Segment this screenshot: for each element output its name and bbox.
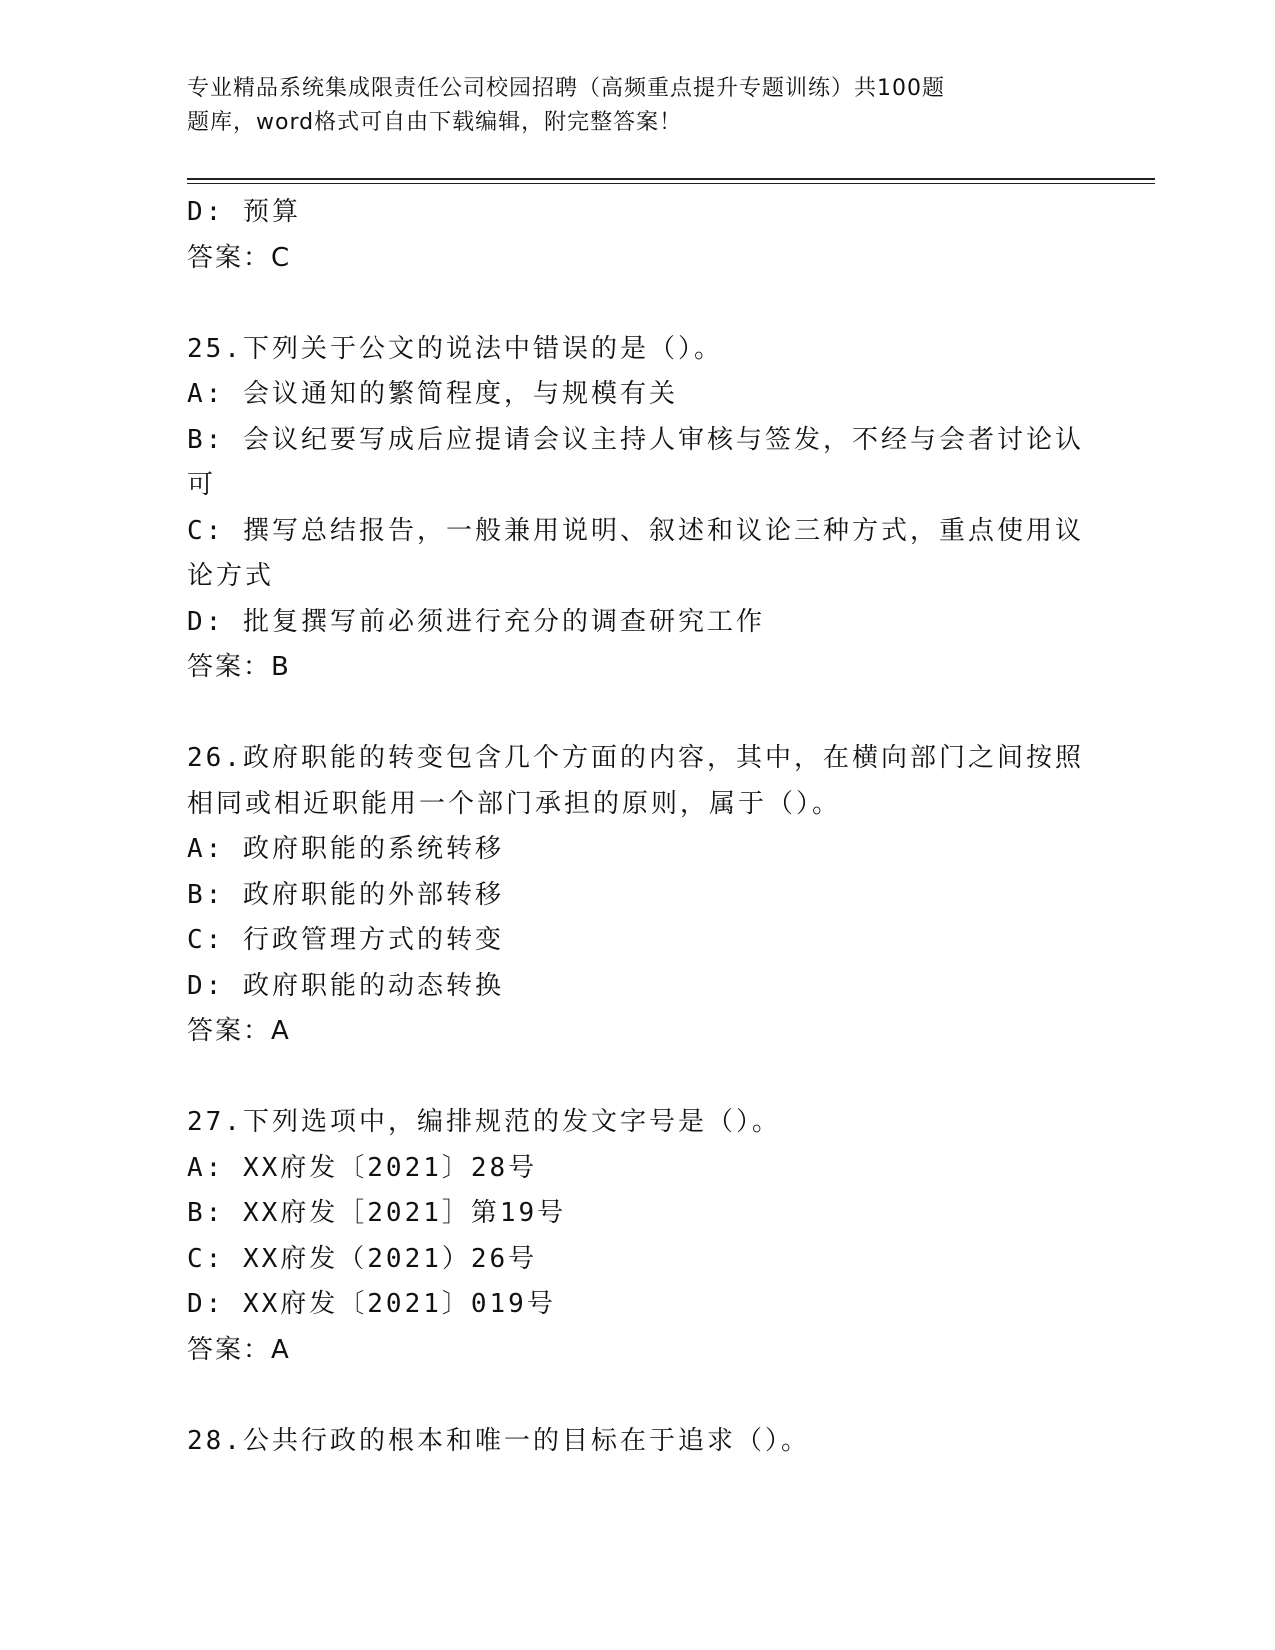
question-block-25 bbox=[187, 327, 1087, 691]
question-text: 26.政府职能的转变包含几个方面的内容，其中，在横向部门之间按照 bbox=[187, 743, 1084, 773]
option-d: D: 政府职能的动态转换 bbox=[187, 970, 504, 1001]
question-list bbox=[187, 190, 1087, 1464]
spacer bbox=[187, 281, 1087, 327]
option-a: A: 会议通知的繁简程度，与规模有关 bbox=[187, 379, 678, 409]
header-title-line-1: 专业精品系统集成限责任公司校园招聘（高频重点提升专题训练）共100题 bbox=[187, 76, 945, 101]
question-text: 27.下列选项中，编排规范的发文字号是（）。 bbox=[187, 1107, 781, 1137]
answer-line: 答案：B bbox=[187, 652, 291, 682]
document-header bbox=[187, 72, 1047, 140]
spacer bbox=[187, 1055, 1087, 1101]
answer-line: 答案：C bbox=[187, 242, 292, 273]
option-c: C: XX府发（2021）26号 bbox=[187, 1243, 538, 1274]
spacer bbox=[187, 691, 1087, 737]
option-a: A: 政府职能的系统转移 bbox=[187, 834, 504, 864]
header-title-line-2: 题库，word格式可自由下载编辑，附完整答案！ bbox=[187, 110, 683, 135]
option-a: A: XX府发〔2021〕28号 bbox=[187, 1152, 538, 1183]
question-block-27 bbox=[187, 1100, 1087, 1373]
option-b-continued: 可 bbox=[187, 470, 217, 500]
option-c: C: 撰写总结报告，一般兼用说明、叙述和议论三种方式，重点使用议 bbox=[187, 515, 1084, 546]
answer-line: 答案：A bbox=[187, 1334, 291, 1365]
question-text: 28.公共行政的根本和唯一的目标在于追求（）。 bbox=[187, 1425, 810, 1456]
answer-line: 答案：A bbox=[187, 1016, 291, 1046]
option-b: B: 政府职能的外部转移 bbox=[187, 879, 504, 910]
question-text: 25.下列关于公文的说法中错误的是（）。 bbox=[187, 333, 723, 364]
header-divider-thin bbox=[187, 183, 1155, 184]
question-text-continued: 相同或相近职能用一个部门承担的原则，属于（）。 bbox=[187, 788, 842, 819]
question-block-26 bbox=[187, 736, 1087, 1055]
option-d: D: 预算 bbox=[187, 197, 301, 227]
header-divider-thick bbox=[187, 178, 1155, 180]
option-b: B: XX府发［2021］第19号 bbox=[187, 1198, 567, 1228]
question-block-28 bbox=[187, 1419, 1087, 1465]
question-block-24 bbox=[187, 190, 1087, 281]
option-c-continued: 论方式 bbox=[187, 561, 275, 591]
option-c: C: 行政管理方式的转变 bbox=[187, 925, 504, 955]
option-d: D: XX府发〔2021〕019号 bbox=[187, 1289, 556, 1319]
option-b: B: 会议纪要写成后应提请会议主持人审核与签发，不经与会者讨论认 bbox=[187, 424, 1084, 455]
option-d: D: 批复撰写前必须进行充分的调查研究工作 bbox=[187, 606, 765, 637]
spacer bbox=[187, 1373, 1087, 1419]
